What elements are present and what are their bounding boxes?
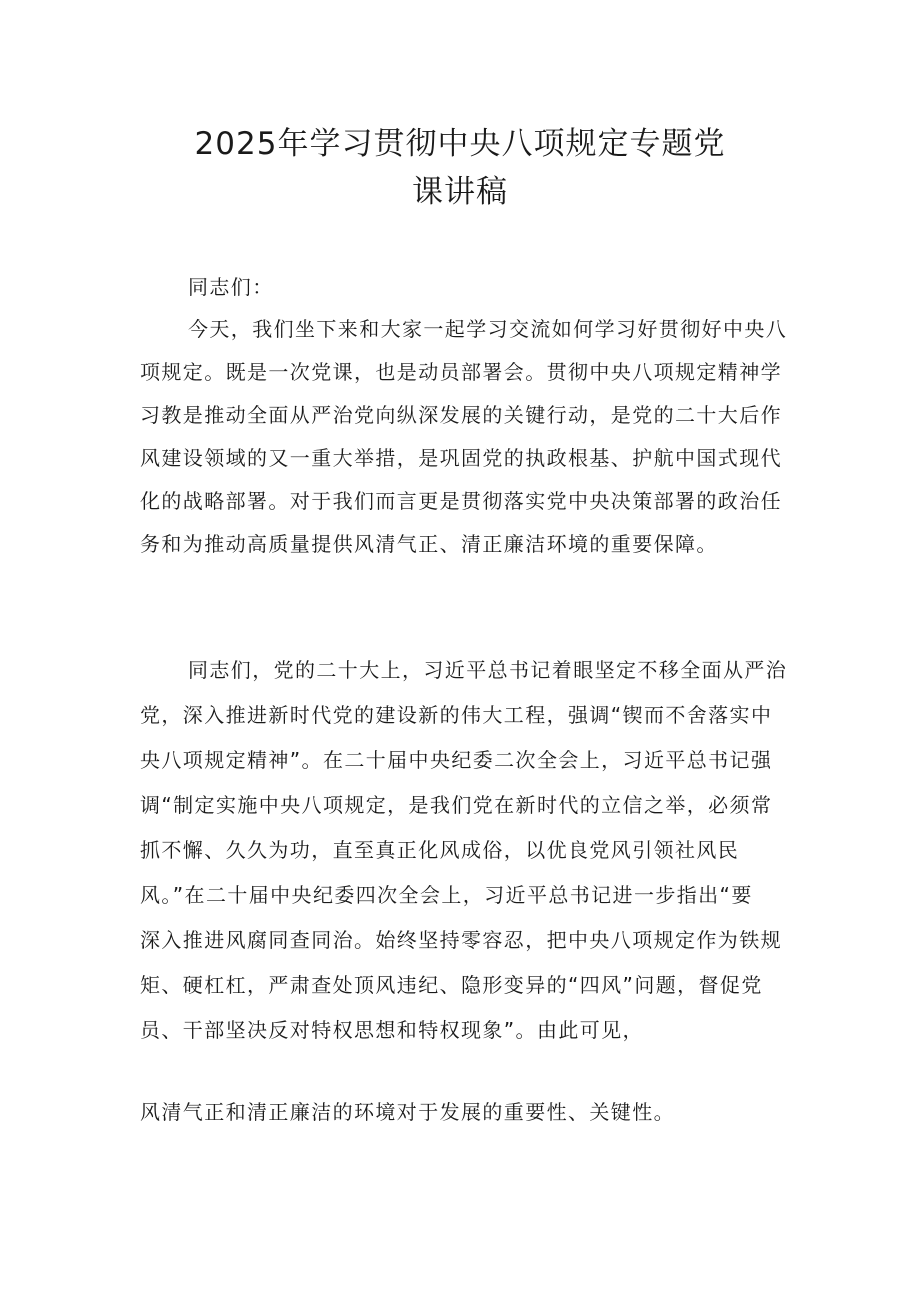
paragraph-3: 风清气正和清正廉洁的环境对于发展的重要性、关键性。 [140, 1100, 675, 1124]
document-title-line-2: 课讲稿 [412, 174, 508, 210]
paragraph-2-line: 风。”在二十届中央纪委四次全会上，习近平总书记进一步指出“要 [140, 883, 753, 907]
paragraph-2-line: 员、干部坚决反对特权思想和特权现象”。由此可见， [140, 1018, 644, 1042]
paragraph-1-line: 风建设领域的又一重大举措，是巩固党的执政根基、护航中国式现代 [140, 446, 782, 470]
salutation: 同志们： [188, 275, 274, 299]
paragraph-2-line: 同志们，党的二十大上，习近平总书记着眼坚定不移全面从严治 [188, 658, 788, 682]
paragraph-1-line: 今天，我们坐下来和大家一起学习交流如何学习好贯彻好中央八 [188, 317, 788, 341]
paragraph-1-line: 化的战略部署。对于我们而言更是贯彻落实党中央决策部署的政治任 [140, 489, 782, 513]
paragraph-2-line: 央八项规定精神”。在二十届中央纪委二次全会上，习近平总书记强 [140, 748, 773, 772]
paragraph-2-line: 深入推进风腐同查同治。始终坚持零容忍，把中央八项规定作为铁规 [140, 928, 782, 952]
paragraph-1-line: 项规定。既是一次党课，也是动员部署会。贯彻中央八项规定精神学 [140, 360, 782, 384]
document-title-line-1: 2025年学习贯彻中央八项规定专题党 [194, 126, 726, 162]
paragraph-2-line: 矩、硬杠杠，严肃查处顶风违纪、隐形变异的“四风”问题，督促党 [140, 973, 763, 997]
paragraph-2-line: 抓不懈、久久为功，直至真正化风成俗，以优良党风引领社风民 [140, 838, 740, 862]
paragraph-2-line: 调“制定实施中央八项规定，是我们党在新时代的立信之举，必须常 [140, 793, 773, 817]
paragraph-1-line: 务和为推动高质量提供风清气正、清正廉洁环境的重要保障。 [140, 532, 718, 556]
paragraph-1-line: 习教是推动全面从严治党向纵深发展的关键行动，是党的二十大后作 [140, 403, 782, 427]
paragraph-2-line: 党，深入推进新时代党的建设新的伟大工程，强调“锲而不舍落实中 [140, 703, 773, 727]
